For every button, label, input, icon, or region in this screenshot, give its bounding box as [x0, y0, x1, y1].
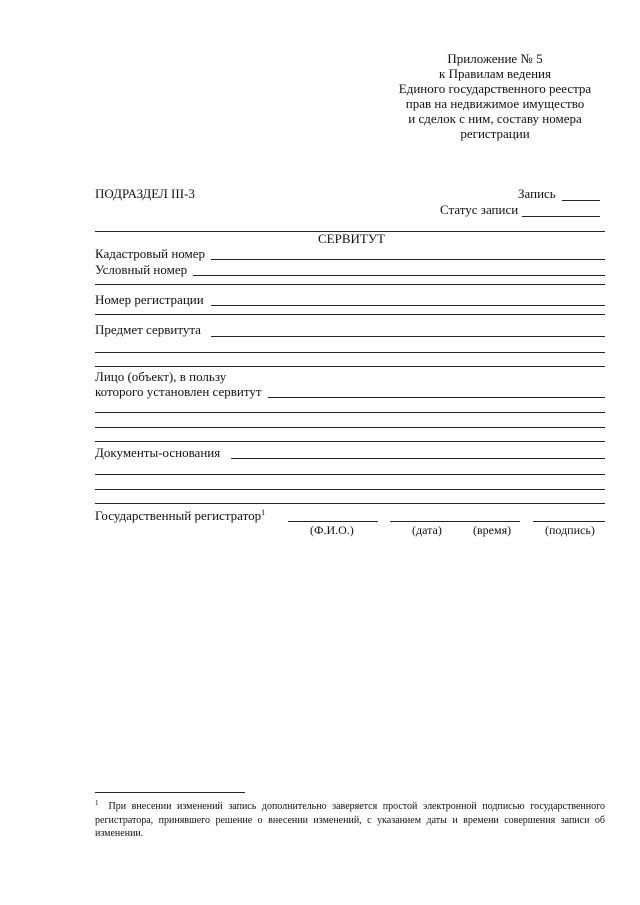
documents-field-continued[interactable]: [95, 474, 605, 475]
time-caption: (время): [473, 523, 512, 537]
subject-field[interactable]: [211, 336, 605, 337]
divider: [95, 503, 605, 504]
date-caption: (дата): [412, 523, 442, 537]
appendix-line: Приложение № 5: [447, 51, 543, 66]
signature-caption: (подпись): [545, 523, 595, 537]
conditional-label: Условный номер: [95, 262, 188, 277]
divider: [95, 314, 605, 315]
subsection-title: ПОДРАЗДЕЛ III-3: [95, 186, 195, 201]
footnote-marker: 1: [95, 799, 99, 807]
footnote: [95, 800, 605, 840]
registrar-footnote-marker: 1: [261, 508, 266, 517]
beneficiary-field-continued[interactable]: [95, 412, 605, 413]
appendix-line: Единого государственного реестра: [398, 81, 592, 96]
record-label: Запись: [518, 186, 556, 201]
fio-field[interactable]: [288, 521, 378, 522]
datetime-field[interactable]: [390, 521, 520, 522]
documents-field-continued[interactable]: [95, 489, 605, 490]
cadastral-field[interactable]: [211, 259, 605, 260]
documents-field[interactable]: [231, 458, 605, 459]
beneficiary-field-continued[interactable]: [95, 427, 605, 428]
status-label: Статус записи: [440, 202, 519, 217]
beneficiary-label: Лицо (объект), в пользу: [95, 369, 227, 384]
registration-label: Номер регистрации: [95, 292, 204, 307]
conditional-field[interactable]: [193, 275, 605, 276]
beneficiary-label-continued: которого установлен сервитут: [95, 384, 262, 399]
signature-field[interactable]: [533, 521, 605, 522]
divider: [95, 284, 605, 285]
divider: [95, 441, 605, 442]
subject-label: Предмет сервитута: [95, 322, 201, 337]
appendix-header: [380, 51, 610, 141]
registrar-label: Государственный регистратор$^1$: [95, 508, 266, 523]
registration-field[interactable]: [211, 305, 605, 306]
section-title: СЕРВИТУТ: [318, 231, 385, 246]
footnote-separator: [95, 792, 245, 793]
beneficiary-field[interactable]: [268, 397, 605, 398]
appendix-line: к Правилам ведения: [439, 66, 551, 81]
record-field[interactable]: [562, 200, 600, 201]
footnote-text: При внесении изменений запись дополнительно заверяется простой электронной подписью государственного регистратора, принявшего решение о внесении изменений, с указанием даты и времени совершения записи об изменении.: [95, 801, 605, 839]
status-field[interactable]: [522, 216, 600, 217]
cadastral-label: Кадастровый номер: [95, 246, 206, 261]
subject-field-continued[interactable]: [95, 352, 605, 353]
fio-caption: (Ф.И.О.): [310, 523, 354, 537]
appendix-line: и сделок с ним, составу номера: [408, 111, 582, 126]
appendix-line: прав на недвижимое имущество: [405, 96, 585, 111]
documents-label: Документы-основания: [95, 445, 221, 460]
divider: [95, 366, 605, 367]
appendix-line: регистрации: [460, 126, 530, 141]
